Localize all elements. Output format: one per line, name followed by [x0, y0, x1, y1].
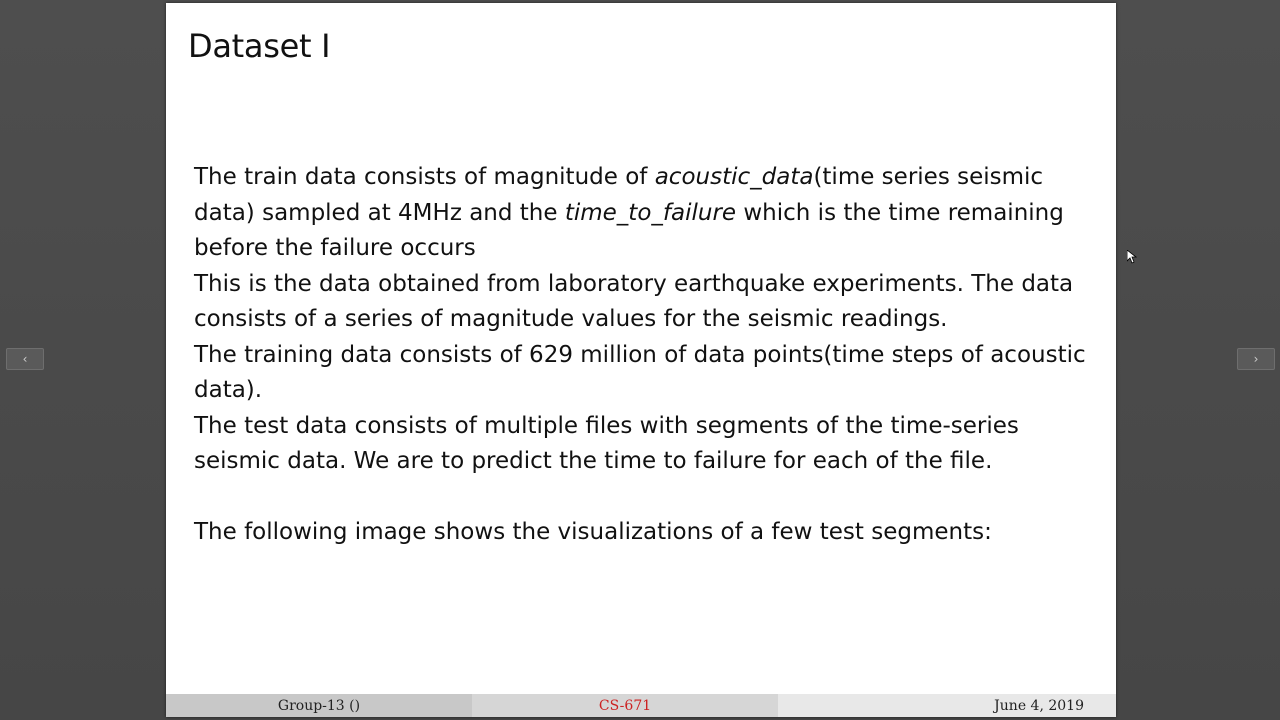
slide-body: [194, 160, 1094, 550]
previous-slide-button[interactable]: [6, 348, 44, 370]
chevron-left-icon: ‹: [22, 352, 28, 366]
text-span: The train data consists of magnitude of: [194, 164, 655, 190]
paragraph-visualization-intro: The following image shows the visualizations of a few test segments:: [194, 518, 992, 545]
footer-author: Group-13 (): [166, 694, 472, 717]
footer-course: CS-671: [472, 694, 778, 717]
mouse-cursor-icon: [1127, 250, 1137, 264]
paragraph-lab-data: This is the data obtained from laboratory earthquake experiments. The data consists of a series of magnitude values for the seismic readings.: [194, 270, 1074, 332]
slide-footer: [166, 694, 1116, 717]
slide: [166, 3, 1116, 717]
footer-date: June 4, 2019: [778, 694, 1116, 717]
slide-title: Dataset I: [188, 27, 331, 65]
paragraph-test-data: The test data consists of multiple files with segments of the time-series seismic data. We are to predict the time to failure for each of the file.: [194, 412, 1019, 474]
paragraph-train-data: [194, 160, 1094, 267]
text-span: which is the time remaining before the failure occurs: [194, 199, 1064, 261]
emphasis-acoustic-data: acoustic_data: [654, 164, 814, 190]
paragraph-training-size: The training data consists of 629 million of data points(time steps of acoustic data).: [194, 341, 1086, 403]
text-span: (time series seismic data) sampled at 4MHz and the: [194, 164, 1044, 226]
chevron-right-icon: ›: [1253, 352, 1259, 366]
emphasis-time-to-failure: time_to_failure: [564, 199, 737, 226]
next-slide-button[interactable]: [1237, 348, 1275, 370]
